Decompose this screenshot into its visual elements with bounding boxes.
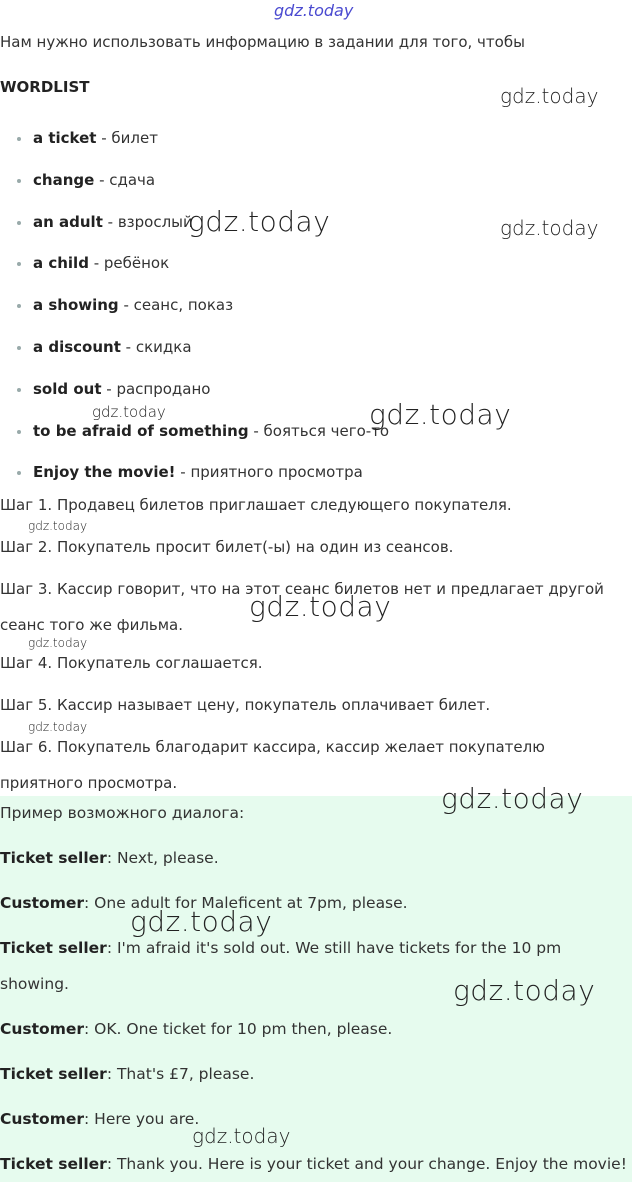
dialog-intro: Пример возможного диалога:	[0, 804, 245, 822]
translation: - бояться чего-то	[248, 421, 390, 440]
wordlist-item	[0, 410, 389, 452]
watermark: gdz.today	[130, 905, 273, 938]
term: Enjoy the movie!	[33, 463, 176, 482]
term: a showing	[33, 296, 119, 315]
translation: - взрослый	[102, 212, 193, 231]
term: an adult	[33, 212, 103, 231]
speaker: Ticket seller	[0, 849, 107, 867]
wordlist-item	[0, 159, 389, 201]
speaker: Customer	[0, 1020, 85, 1038]
watermark: gdz.today	[369, 398, 512, 431]
speaker: Customer	[0, 894, 85, 912]
dialog-line	[0, 1020, 392, 1038]
watermark: gdz.today	[441, 782, 584, 815]
translation: - распродано	[101, 379, 211, 398]
watermark: gdz.today	[249, 590, 392, 623]
wordlist-item	[0, 284, 389, 326]
speaker: Customer	[0, 1110, 85, 1128]
step-3: Шаг 3. Кассир говорит, что на этот сеанс билетов нет и предлагает другой сеанс того же фильма.	[0, 580, 604, 634]
term: a child	[33, 254, 89, 273]
wordlist	[0, 117, 389, 493]
line-text: : That's £7, please.	[106, 1065, 255, 1083]
dialog-line	[0, 1065, 254, 1083]
line-text: : Thank you. Here is your ticket and your change. Enjoy the movie!	[106, 1155, 627, 1173]
term: sold out	[33, 379, 102, 398]
dialog-line	[0, 975, 69, 993]
line-text: : OK. One ticket for 10 pm then, please.	[84, 1020, 393, 1038]
line-text: : I'm afraid it's sold out. We still have tickets for the 10 pm	[106, 939, 562, 957]
dialog-line	[0, 1155, 627, 1173]
line-text: : One adult for Maleficent at 7pm, please.	[84, 894, 408, 912]
step-1: Шаг 1. Продавец билетов приглашает следующего покупателя.	[0, 496, 512, 514]
step-2: Шаг 2. Покупатель просит билет(-ы) на один из сеансов.	[0, 538, 454, 556]
watermark: gdz.today	[28, 636, 88, 650]
dialog-line	[0, 849, 219, 867]
watermark: gdz.today	[28, 519, 88, 533]
translation: - скидка	[120, 337, 192, 356]
watermark: gdz.today	[188, 205, 331, 238]
translation: - билет	[96, 129, 158, 147]
dialog-line	[0, 1110, 199, 1128]
speaker: Ticket seller	[0, 1065, 107, 1083]
translation: - ребёнок	[88, 254, 170, 273]
translation: - приятного просмотра	[175, 463, 363, 482]
watermark: gdz.today	[274, 1, 354, 20]
watermark: gdz.today	[453, 974, 596, 1007]
wordlist-item	[0, 368, 389, 410]
line-text: showing.	[0, 975, 69, 993]
wordlist-title: WORDLIST	[0, 78, 90, 96]
watermark: gdz.today	[28, 720, 88, 734]
speaker: Ticket seller	[0, 939, 107, 957]
watermark: gdz.today	[92, 403, 166, 421]
dialog-line	[0, 939, 561, 957]
line-text: : Here you are.	[84, 1110, 200, 1128]
term: change	[33, 170, 95, 189]
wordlist-item	[0, 326, 389, 368]
term: to be afraid of something	[33, 421, 249, 440]
translation: - сдача	[94, 170, 156, 189]
line-text: : Next, please.	[106, 849, 219, 867]
speaker: Ticket seller	[0, 1155, 107, 1173]
watermark: gdz.today	[192, 1124, 291, 1148]
step-6: Шаг 6. Покупатель благодарит кассира, кассир желает покупателю приятного просмотра.	[0, 738, 545, 792]
step-4: Шаг 4. Покупатель соглашается.	[0, 654, 263, 672]
wordlist-item	[0, 242, 389, 284]
step-5: Шаг 5. Кассир называет цену, покупатель оплачивает билет.	[0, 696, 491, 714]
translation: - сеанс, показ	[118, 296, 234, 315]
term: a discount	[33, 337, 121, 356]
watermark: gdz.today	[500, 84, 599, 108]
watermark: gdz.today	[500, 216, 599, 240]
term: a ticket	[33, 129, 97, 147]
intro-text: Нам нужно использовать информацию в задании для того, чтобы	[0, 33, 525, 51]
wordlist-item	[0, 117, 389, 159]
